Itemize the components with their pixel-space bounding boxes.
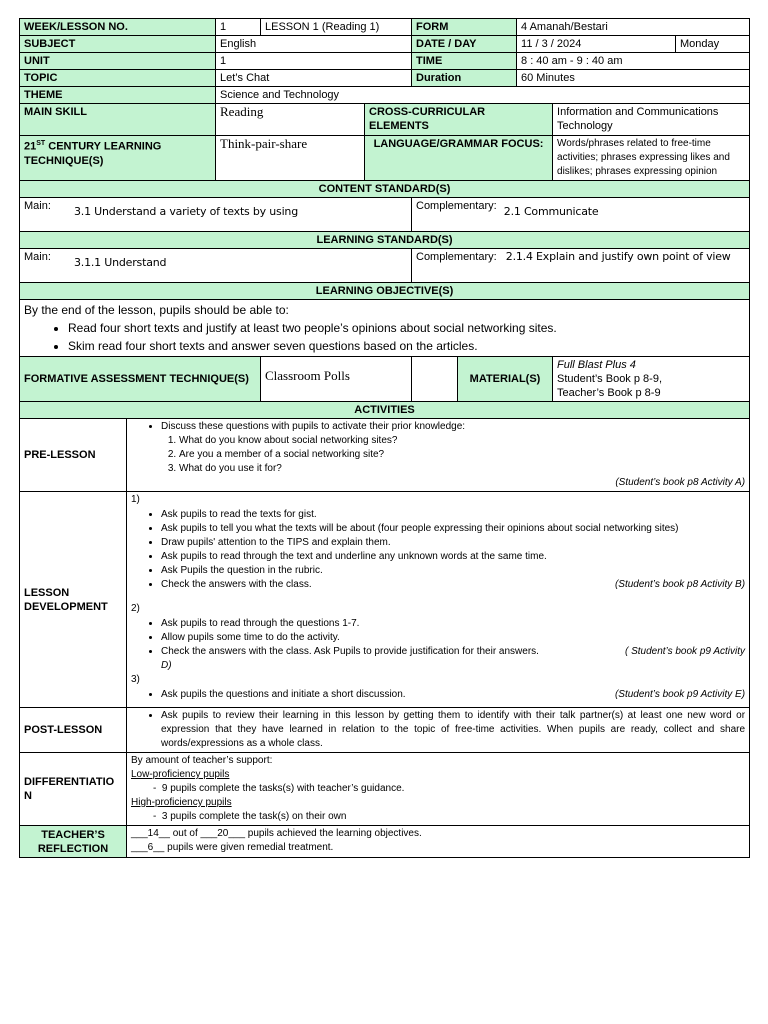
pre-lesson-bullet: • Discuss these questions with pupils to activate their prior knowledge: [161, 420, 745, 434]
assessment-label: FORMATIVE ASSESSMENT TECHNIQUE(S) [20, 357, 261, 402]
diff-low-text: 9 pupils complete the tasks(s) with teacher’s guidance. [161, 783, 405, 794]
duration-value: 60 Minutes [517, 70, 750, 87]
assessment-value: Classroom Polls [261, 357, 412, 402]
learning-standard-title: LEARNING STANDARD(S) [20, 232, 750, 249]
objective-item: • Skim read four short texts and answer seven questions based on the articles. [68, 337, 745, 355]
pre-question: 3. What do you use it for? [179, 462, 745, 476]
diff-high-item: - 3 pupils complete the task(s) on their own [153, 811, 347, 822]
dev3-item [161, 688, 745, 702]
material-teachers: Teacher’s Book p 8-9 [557, 387, 661, 399]
c21-label [20, 136, 216, 181]
pre-lesson-label: PRE-LESSON [20, 419, 127, 492]
dev1-item [161, 578, 745, 592]
post-lesson-cell [127, 708, 750, 753]
main-skill-value: Reading [216, 104, 365, 136]
main-skill-label: MAIN SKILL [20, 104, 216, 136]
topic-label: TOPIC [20, 70, 216, 87]
lesson-development-cell [127, 492, 750, 708]
content-standard-title: CONTENT STANDARD(S) [20, 181, 750, 198]
dev2-item-text: Check the answers with the class. Ask Pupils to provide justification for their answers. [161, 646, 539, 657]
dev3-item-text: Ask pupils the questions and initiate a short discussion. [161, 689, 406, 700]
dev1-item: • Draw pupils' attention to the TIPS and explain them. [161, 536, 745, 550]
diff-high-heading: High-proficiency pupils [131, 797, 232, 808]
dev1-item: • Ask pupils to read through the text and underline any unknown words at the same time. [161, 550, 745, 564]
dev2-ref-b: D) [161, 660, 172, 671]
lesson-development-label: LESSON DEVELOPMENT [20, 492, 127, 708]
learning-objective-title: LEARNING OBJECTIVE(S) [20, 283, 750, 300]
learning-main-label: Main: [24, 251, 51, 263]
objective-cell [20, 300, 750, 357]
c21-label-a: 21 [24, 140, 37, 153]
pre-lesson-cell [127, 419, 750, 492]
date-value: 11 / 3 / 2024 [517, 36, 676, 53]
learning-main-value: 3.1.1 Understand [73, 256, 167, 269]
diff-low-item: - 9 pupils complete the tasks(s) with teacher’s guidance. [153, 783, 405, 794]
c21-value: Think-pair-share [216, 136, 365, 181]
dev2-item: • Ask pupils to read through the questions 1-7. [161, 617, 745, 631]
topic-value: Let’s Chat [216, 70, 412, 87]
differentiation-cell [127, 753, 750, 826]
subject-label: SUBJECT [20, 36, 216, 53]
cce-label: CROSS-CURRICULAR ELEMENTS [365, 104, 553, 136]
lesson-plan-table [19, 18, 750, 858]
dev2-ref-a: ( Student’s book p9 Activity [624, 646, 746, 657]
lang-value: Words/phrases related to free-time activities; phrases expressing likes and dislikes; phrases expressing opinion [553, 136, 750, 181]
reflection-line: ___6__ pupils were given remedial treatment. [131, 842, 334, 853]
theme-label: THEME [20, 87, 216, 104]
lesson-value: LESSON 1 (Reading 1) [261, 19, 412, 36]
post-lesson-label: POST-LESSON [20, 708, 127, 753]
dev1-item: • Ask pupils to tell you what the texts will be about (four people expressing their opinions about social networking sites) [161, 522, 745, 536]
content-main-label: Main: [24, 200, 51, 212]
post-lesson-item: • Ask pupils to review their learning in this lesson by getting them to identify with their talk partner(s) at least one new word or expression that they have learned in relation to the topic of free-time activities. When pupils are ready, collect and share words/expressions as a whole class. [161, 709, 745, 751]
time-label: TIME [412, 53, 517, 70]
dev3-number: 3) [131, 674, 140, 685]
reflection-cell [127, 826, 750, 858]
duration-label: Duration [412, 70, 517, 87]
pre-lesson-ref: (Student’s book p8 Activity A) [615, 477, 746, 488]
dev1-item: • Ask pupils to read the texts for gist. [161, 508, 745, 522]
lang-label: LANGUAGE/GRAMMAR FOCUS: [365, 136, 553, 181]
diff-intro: By amount of teacher’s support: [131, 755, 273, 766]
learning-comp-cell [412, 249, 750, 283]
dev2-item [161, 645, 745, 673]
differentiation-label: DIFFERENTIATIO N [20, 753, 127, 826]
dev1-ref: (Student’s book p8 Activity B) [614, 579, 746, 590]
subject-value: English [216, 36, 412, 53]
dev1-item: • Ask Pupils the question in the rubric. [161, 564, 745, 578]
lesson-plan [19, 18, 749, 858]
week-value: 1 [216, 19, 261, 36]
c21-label-sup: ST [36, 140, 46, 147]
week-label: WEEK/LESSON NO. [20, 19, 216, 36]
content-main-value: 3.1 Understand a variety of texts by using [73, 205, 298, 218]
form-label: FORM [412, 19, 517, 36]
learning-comp-label: Complementary: [416, 251, 497, 263]
day-value: Monday [676, 36, 750, 53]
objective-intro: By the end of the lesson, pupils should be able to: [24, 303, 289, 317]
cce-value: Information and Communications Technology [553, 104, 750, 136]
material-cell [553, 357, 750, 402]
assessment-blank [412, 357, 458, 402]
form-value: 4 Amanah/Bestari [517, 19, 750, 36]
theme-value: Science and Technology [216, 87, 750, 104]
dev2-item: • Allow pupils some time to do the activity. [161, 631, 745, 645]
dev1-number: 1) [131, 494, 140, 505]
dev3-ref: (Student’s book p9 Activity E) [614, 689, 746, 700]
unit-label: UNIT [20, 53, 216, 70]
material-label: MATERIAL(S) [458, 357, 553, 402]
learning-comp-value: 2.1.4 Explain and justify own point of view [505, 250, 731, 263]
content-comp-label: Complementary: [416, 200, 497, 212]
content-comp-cell [412, 198, 750, 232]
dev1-item-text: Check the answers with the class. [161, 579, 312, 590]
content-comp-value: 2.1 Communicate [503, 205, 599, 218]
unit-value: 1 [216, 53, 412, 70]
diff-high-text: 3 pupils complete the task(s) on their own [161, 811, 347, 822]
material-book: Full Blast Plus 4 [557, 359, 636, 371]
dev2-number: 2) [131, 603, 140, 614]
time-value: 8 : 40 am - 9 : 40 am [517, 53, 750, 70]
activities-title: ACTIVITIES [20, 402, 750, 419]
date-label: DATE / DAY [412, 36, 517, 53]
pre-question: 2. Are you a member of a social networking site? [179, 448, 745, 462]
reflection-label: TEACHER’S REFLECTION [20, 826, 127, 858]
material-students: Student’s Book p 8-9, [557, 373, 662, 385]
objective-item: • Read four short texts and justify at least two people’s opinions about social networking sites. [68, 319, 745, 337]
content-main-cell [20, 198, 412, 232]
pre-question: 1. What do you know about social networking sites? [179, 434, 745, 448]
c21-label-b: CENTURY LEARNING TECHNIQUE(S) [24, 140, 162, 167]
diff-low-heading: Low-proficiency pupils [131, 769, 230, 780]
learning-main-cell [20, 249, 412, 283]
reflection-line: ___14__ out of ___20___ pupils achieved the learning objectives. [131, 828, 422, 839]
